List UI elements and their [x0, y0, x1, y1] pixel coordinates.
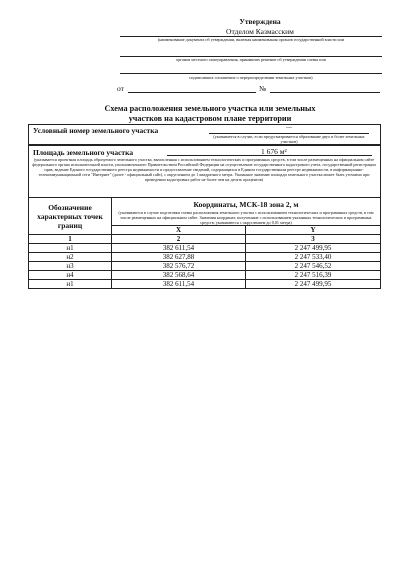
date-underline — [128, 92, 256, 93]
x-value: 382 611,54 — [112, 280, 246, 289]
cadastral-number-cell — [29, 125, 381, 145]
x-value: 382 611,54 — [112, 244, 246, 253]
approved-label: Утверждена — [239, 17, 281, 26]
table-row — [29, 280, 381, 289]
area-cell — [29, 146, 381, 198]
area-note: (указывается проектная площадь образуемого земельного участка, вычисленная с использованием технологических и программных средств, в том числе размещенных на официальном сайте федерального органа исполнительной власти, уполномоченного Правительством Российской Федерации на осуществление государственного кадастрового учета, государственной регистрации прав, ведение Единого государственного реестра недвижимости и предоставление сведений, содержащихся в Едином государственном реестре недвижимости, в информационно-телекоммуникационной сети "Интернет" (далее - официальный сайт), с округлением до 1 квадратного метра. Указанное значение площади земельного участка может быть уточнено при проведении кадастровых работ не более чем на десять процентов) — [32, 157, 376, 182]
cadastral-number-value: — — [286, 125, 292, 131]
column-number-1: 1 — [29, 235, 112, 244]
title-line-1: Схема расположения земельного участка или земельных — [104, 104, 316, 113]
points-header: Обозначение характерных точек границ — [29, 198, 112, 235]
point-name: н2 — [29, 253, 112, 262]
coordinate-system-header — [112, 198, 381, 226]
date-label: от — [117, 84, 124, 93]
y-value: 2 247 516,39 — [246, 271, 381, 280]
value-underline — [167, 155, 372, 156]
approving-department: Отделом Казмасским — [226, 27, 294, 36]
y-column-header: Y — [246, 226, 381, 235]
column-number-3: 3 — [246, 235, 381, 244]
point-name: н4 — [29, 271, 112, 280]
cadastral-number-table — [28, 124, 381, 145]
table-row — [29, 262, 381, 271]
table-row — [29, 271, 381, 280]
y-value: 2 247 499,95 — [246, 280, 381, 289]
area-label: Площадь земельного участка — [33, 148, 134, 157]
coordinates-table — [28, 197, 381, 289]
cadastral-number-note: (указывается в случае, если предусматривается образование двух и более земельных участков) — [213, 134, 365, 144]
x-column-header: X — [112, 226, 246, 235]
area-value: 1 676 м² — [261, 147, 287, 156]
point-name: н3 — [29, 262, 112, 271]
table-row — [29, 244, 381, 253]
agreement-note: подписавших соглашение о перераспределении земельных участков) — [189, 75, 313, 80]
y-value: 2 247 533,40 — [246, 253, 381, 262]
coordinate-system-label: Координаты, МСК-18 зона 2, м — [193, 200, 299, 209]
doc-note: (наименование документа об утверждении, включая наименования органов государственной власти или — [157, 37, 345, 42]
point-name: н1 — [29, 280, 112, 289]
x-value: 382 576,72 — [112, 262, 246, 271]
x-value: 382 627,88 — [112, 253, 246, 262]
divider — [120, 73, 382, 74]
x-value: 382 568,64 — [112, 271, 246, 280]
number-underline — [270, 92, 380, 93]
table-row — [29, 253, 381, 262]
local-authority-note: органов местного самоуправления, принявших решение об утверждении схемы или — [176, 57, 326, 62]
cadastral-number-label: Условный номер земельного участка — [33, 126, 159, 135]
point-name: н1 — [29, 244, 112, 253]
area-table — [28, 145, 381, 198]
coordinate-system-note: (указываются в случае подготовки схемы расположения земельного участка с использованием технологических и программных средств, в том числе размещенных на официальном сайте. Значения координат, полученные с использованием указанных технологических и программных средств, указываются с округлением до 0,01 метра) — [118, 210, 374, 225]
number-label: № — [259, 84, 267, 93]
y-value: 2 247 499,95 — [246, 244, 381, 253]
title-line-2: участков на кадастровом плане территории — [128, 114, 292, 123]
y-value: 2 247 546,52 — [246, 262, 381, 271]
column-number-2: 2 — [112, 235, 246, 244]
document-title — [40, 104, 380, 124]
